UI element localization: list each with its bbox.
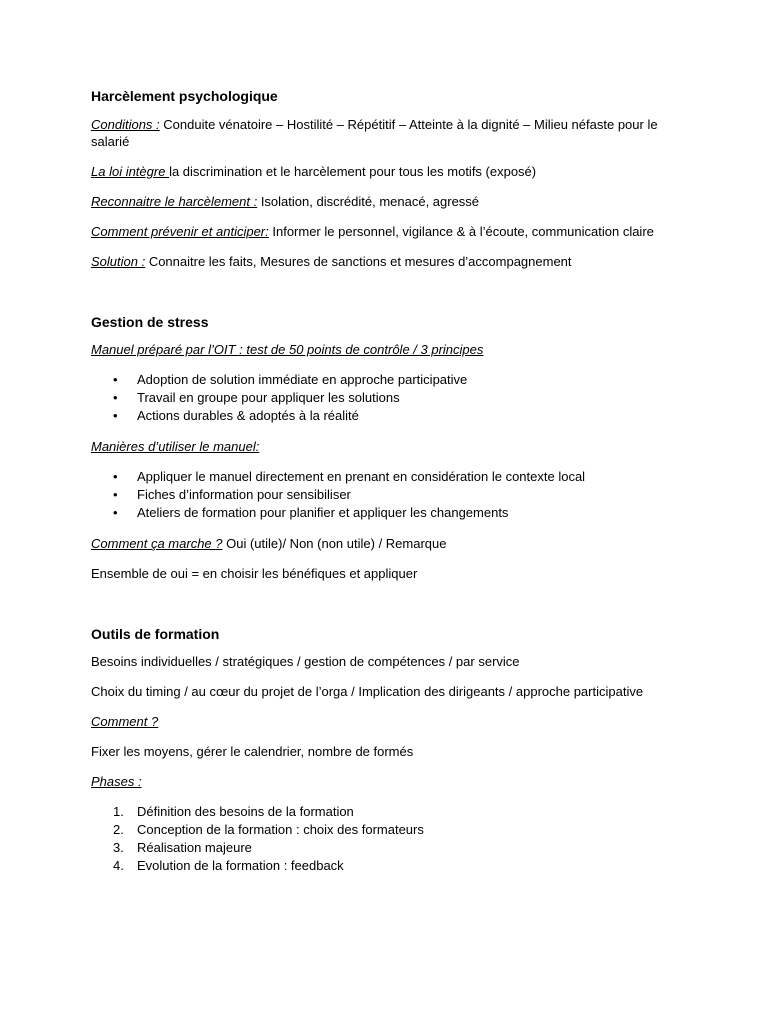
text-solution: Connaitre les faits, Mesures de sanctions et mesures d’accompagnement: [145, 254, 572, 269]
list-manieres: [91, 468, 676, 522]
paragraph-fixer: Fixer les moyens, gérer le calendrier, nombre de formés: [91, 744, 414, 759]
paragraph-solution: [91, 253, 676, 270]
bullet-icon: •: [113, 372, 118, 387]
list-item: • Adoption de solution immédiate en approche participative: [113, 372, 468, 387]
paragraph-phases: [91, 773, 676, 790]
list-item: 3. Réalisation majeure: [113, 840, 252, 855]
list-item: • Appliquer le manuel directement en prenant en considération le contexte local: [113, 469, 586, 484]
paragraph-besoins: Besoins individuelles / stratégiques / gestion de compétences / par service: [91, 654, 520, 669]
paragraph-comment-marche: [91, 535, 676, 552]
paragraph-manuel: [91, 341, 676, 358]
bullet-icon: •: [113, 408, 118, 423]
heading-outils: Outils de formation: [91, 626, 220, 642]
text-conditions: Conduite vénatoire – Hostilité – Répétitif – Atteinte à la dignité – Milieu néfaste pour le salarié: [91, 117, 658, 149]
bullet-icon: •: [113, 487, 118, 502]
text-loi: la discrimination et le harcèlement pour tous les motifs (exposé): [169, 164, 537, 179]
label-manieres: Manières d’utiliser le manuel:: [91, 439, 260, 454]
paragraph-ensemble: Ensemble de oui = en choisir les bénéfiques et appliquer: [91, 566, 418, 581]
text-reconnaitre: Isolation, discrédité, menacé, agressé: [257, 194, 480, 209]
list-item: 2. Conception de la formation : choix des formateurs: [113, 822, 424, 837]
paragraph-reconnaitre: [91, 193, 676, 210]
text-comment-marche: Oui (utile)/ Non (non utile) / Remarque: [222, 536, 447, 551]
bullet-icon: •: [113, 505, 118, 520]
label-comment: Comment ?: [91, 714, 159, 729]
paragraph-prevenir: [91, 223, 676, 240]
label-reconnaitre: Reconnaitre le harcèlement :: [91, 194, 258, 209]
text-prevenir: Informer le personnel, vigilance & à l’écoute, communication claire: [268, 224, 654, 239]
list-item: • Fiches d’information pour sensibiliser: [113, 487, 351, 502]
list-item: 4. Evolution de la formation : feedback: [113, 858, 344, 873]
paragraph-conditions: [91, 116, 676, 150]
paragraph-comment: [91, 713, 676, 730]
paragraph-loi: [91, 163, 676, 180]
paragraph-manieres: [91, 438, 676, 455]
heading-harcelement: Harcèlement psychologique: [91, 88, 278, 104]
list-phases: [91, 803, 676, 875]
document-page: [91, 82, 676, 888]
bullet-icon: •: [113, 390, 118, 405]
list-item: • Travail en groupe pour appliquer les solutions: [113, 390, 400, 405]
list-item: • Actions durables & adoptés à la réalité: [113, 408, 359, 423]
paragraph-choix: Choix du timing / au cœur du projet de l’orga / Implication des dirigeants / approche participative: [91, 684, 644, 699]
label-manuel: Manuel préparé par l’OIT : test de 50 points de contrôle / 3 principes: [91, 342, 484, 357]
label-phases: Phases :: [91, 774, 142, 789]
list-principes: [91, 371, 676, 425]
list-item: 1. Définition des besoins de la formation: [113, 804, 354, 819]
label-conditions: Conditions :: [91, 117, 160, 132]
heading-stress: Gestion de stress: [91, 314, 209, 330]
bullet-icon: •: [113, 469, 118, 484]
label-prevenir: Comment prévenir et anticiper:: [91, 224, 269, 239]
label-comment-marche: Comment ça marche ?: [91, 536, 223, 551]
list-item: • Ateliers de formation pour planifier et appliquer les changements: [113, 505, 509, 520]
label-solution: Solution :: [91, 254, 146, 269]
label-loi: La loi intègre: [91, 164, 170, 179]
